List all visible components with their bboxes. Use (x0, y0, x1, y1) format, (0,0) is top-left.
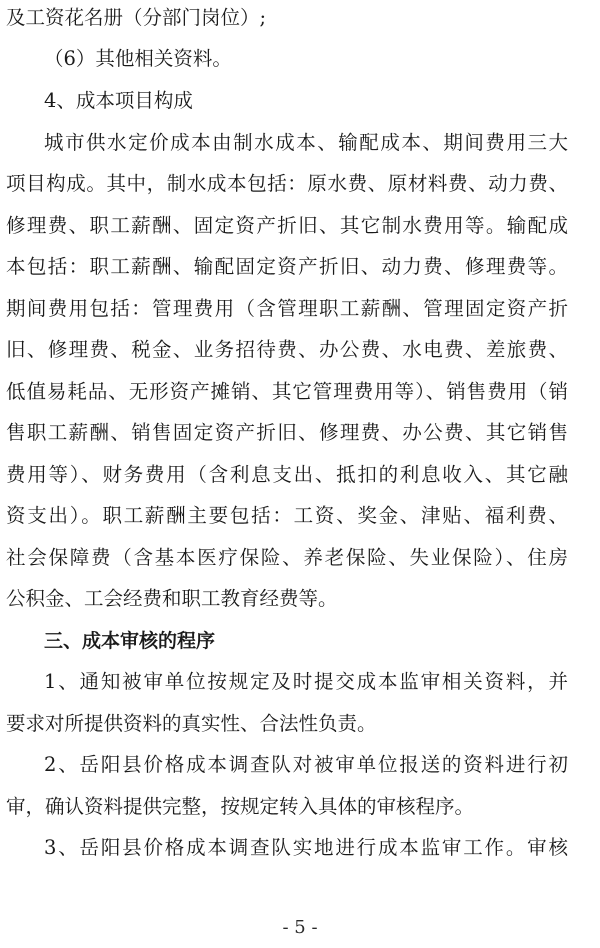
text-line-11: 售职工薪酬、销售固定资产折旧、修理费、办公费、其它销售 (6, 421, 568, 444)
text-line-2: （6）其他相关资料。 (44, 47, 232, 70)
text-line-1: 及工资花名册（分部门岗位）; (6, 6, 267, 29)
text-line-6: 修理费、职工薪酬、固定资产折旧、其它制水费用等。输配成 (6, 214, 568, 237)
text-line-9: 旧、修理费、税金、业务招待费、办公费、水电费、差旅费、 (6, 338, 568, 361)
text-line-17: 1、通知被审单位按规定及时提交成本监审相关资料，并 (44, 670, 568, 693)
text-line-15: 公积金、工会经费和职工教育经费等。 (6, 587, 338, 610)
text-line-20: 审，确认资料提供完整，按规定转入具体的审核程序。 (6, 795, 475, 818)
text-line-8: 期间费用包括：管理费用（含管理职工薪酬、管理固定资产折 (6, 297, 568, 320)
text-line-21: 3、岳阳县价格成本调查队实地进行成本监审工作。审核 (44, 836, 568, 859)
text-line-5: 项目构成。其中，制水成本包括：原水费、原材料费、动力费、 (6, 172, 568, 195)
text-line-18: 要求对所提供资料的真实性、合法性负责。 (6, 712, 377, 735)
text-line-3: 4、成本项目构成 (44, 89, 193, 112)
text-line-14: 社会保障费（含基本医疗保险、养老保险、失业保险）、住房 (6, 546, 568, 569)
page-number: - 5 - (282, 917, 318, 938)
text-line-4: 城市供水定价成本由制水成本、输配成本、期间费用三大 (44, 131, 568, 154)
text-line-13: 资支出）。职工薪酬主要包括：工资、奖金、津贴、福利费、 (6, 504, 568, 527)
section-heading: 三、成本审核的程序 (44, 630, 216, 652)
text-line-19: 2、岳阳县价格成本调查队对被审单位报送的资料进行初 (44, 753, 568, 776)
text-line-10: 低值易耗品、无形资产摊销、其它管理费用等）、销售费用（销 (6, 380, 568, 403)
text-line-7: 本包括：职工薪酬、输配固定资产折旧、动力费、修理费等。 (6, 255, 568, 278)
text-line-12: 费用等）、财务费用（含利息支出、抵扣的利息收入、其它融 (6, 463, 568, 486)
